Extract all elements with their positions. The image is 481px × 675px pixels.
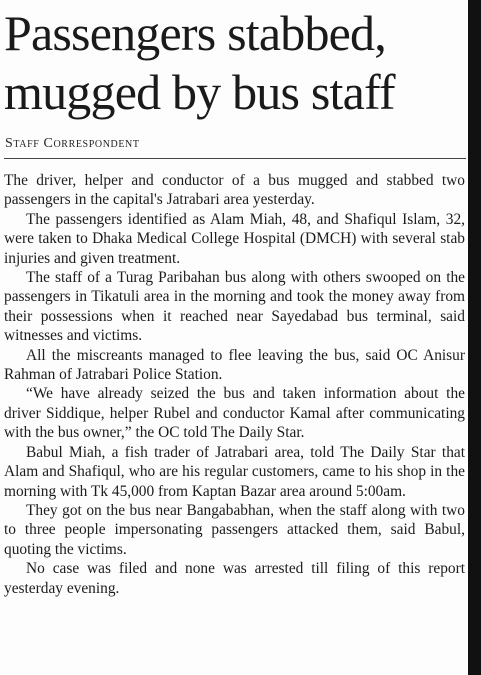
byline-divider [4,158,466,159]
article-paragraph: The staff of a Turag Paribahan bus along with others swooped on the passengers in Tikatuli area in the morning and took the money away from their possessions when it reached near Sayedabad bus terminal, said witnesses and victims. [4,269,465,345]
headline: Passengers stabbed, mugged by bus staff [4,5,395,120]
article-paragraph: They got on the bus near Bangababhan, when the staff along with two to three people impersonating passengers attacked them, said Babul, quoting the victims. [4,501,465,558]
article-paragraph: “We have already seized the bus and taken information about the driver Siddique, helper Rubel and conductor Kamal after communicating with the bus owner,” the OC told The Daily Star. [4,385,465,442]
article-paragraph: All the miscreants managed to flee leaving the bus, said OC Anisur Rahman of Jatrabari Police Station. [4,346,465,384]
article-paragraph: No case was filed and none was arrested till filing of this report yesterday evening. [4,560,465,597]
article-paragraph: The driver, helper and conductor of a bus mugged and stabbed two passengers in the capital's Jatrabari area yesterday. [4,172,465,209]
article-paragraph: The passengers identified as Alam Miah, 48, and Shafiqul Islam, 32, were taken to Dhaka Medical College Hospital (DMCH) with several stab injuries and given treatment. [4,210,465,267]
byline: Staff Correspondent [5,136,140,151]
article-body [4,171,465,598]
article-paragraph: Babul Miah, a fish trader of Jatrabari area, told The Daily Star that Alam and Shafiqul, who are his regular customers, came to his shop in the morning with Tk 45,000 from Kaptan Bazar area around 5:00am. [4,443,465,500]
page-edge-shadow [468,0,481,675]
